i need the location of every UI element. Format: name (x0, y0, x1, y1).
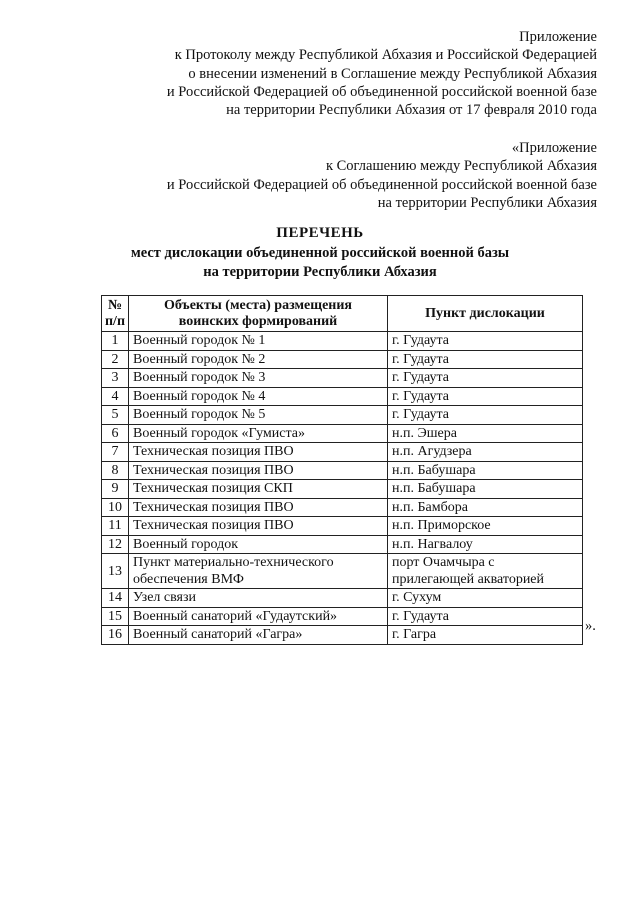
row-location: г. Сухум (388, 589, 583, 608)
inner-appendix-line: «Приложение (511, 140, 597, 156)
appendix-header (167, 28, 597, 119)
header-number: № п/п (102, 296, 129, 332)
row-location: порт Очамчыра с прилегающей акваторией (388, 554, 583, 589)
row-number: 11 (102, 517, 129, 536)
row-number: 13 (102, 554, 129, 589)
appendix-line: и Российской Федерацией об объединенной российской военной базе (166, 83, 597, 100)
row-location: н.п. Бабушара (388, 461, 583, 480)
row-object: Техническая позиция ПВО (129, 461, 388, 480)
row-number: 2 (102, 350, 129, 369)
row-object: Военный городок № 4 (129, 387, 388, 406)
row-location: г. Гудаута (388, 607, 583, 626)
document-title: ПЕРЕЧЕНЬ (276, 225, 364, 241)
appendix-line: Приложение (519, 29, 597, 45)
row-location: г. Гудаута (388, 332, 583, 351)
row-object: Узел связи (129, 589, 388, 608)
row-number: 4 (102, 387, 129, 406)
row-number: 16 (102, 626, 129, 645)
row-object: Техническая позиция СКП (129, 480, 388, 499)
row-number: 10 (102, 498, 129, 517)
appendix-line: на территории Республики Абхазия от 17 февраля 2010 года (226, 102, 597, 119)
row-number: 12 (102, 535, 129, 554)
row-location: н.п. Приморское (388, 517, 583, 536)
appendix-line: к Протоколу между Республикой Абхазия и Российской Федерацией (174, 47, 597, 64)
row-location: н.п. Агудзера (388, 443, 583, 462)
closing-quote-mark: ». (585, 618, 596, 634)
table-row (102, 535, 583, 554)
row-location: г. Гудаута (388, 387, 583, 406)
table-row (102, 443, 583, 462)
table-row (102, 480, 583, 499)
inner-appendix-header (167, 139, 597, 212)
table-row (102, 387, 583, 406)
document-subtitle (0, 244, 640, 281)
row-location: н.п. Нагвалоу (388, 535, 583, 554)
table-row (102, 369, 583, 388)
table-row (102, 517, 583, 536)
inner-appendix-line: к Соглашению между Республикой Абхазия (325, 158, 597, 175)
table-row (102, 626, 583, 645)
row-number: 6 (102, 424, 129, 443)
row-number: 8 (102, 461, 129, 480)
row-location: г. Гудаута (388, 406, 583, 425)
appendix-line: о внесении изменений в Соглашение между Республикой Абхазия (188, 65, 597, 82)
table-row (102, 498, 583, 517)
row-location: н.п. Бамбора (388, 498, 583, 517)
table-row (102, 350, 583, 369)
row-object: Военный городок № 5 (129, 406, 388, 425)
table-header-row (102, 296, 583, 332)
row-number: 5 (102, 406, 129, 425)
row-number: 14 (102, 589, 129, 608)
row-object: Техническая позиция ПВО (129, 498, 388, 517)
table-row (102, 554, 583, 589)
row-number: 9 (102, 480, 129, 499)
row-object: Военный санаторий «Гудаутский» (129, 607, 388, 626)
row-object: Техническая позиция ПВО (129, 443, 388, 462)
subtitle-line: мест дислокации объединенной российской военной базы (130, 245, 510, 261)
row-object: Военный городок «Гумиста» (129, 424, 388, 443)
locations-table (101, 295, 583, 645)
row-number: 3 (102, 369, 129, 388)
table-row (102, 461, 583, 480)
row-location: г. Гагра (388, 626, 583, 645)
row-number: 15 (102, 607, 129, 626)
header-location: Пункт дислокации (388, 296, 583, 332)
row-number: 1 (102, 332, 129, 351)
table-row (102, 332, 583, 351)
row-object: Техническая позиция ПВО (129, 517, 388, 536)
inner-appendix-line: и Российской Федерацией об объединенной российской военной базе (166, 176, 597, 193)
table-row (102, 589, 583, 608)
row-location: г. Гудаута (388, 369, 583, 388)
row-object: Военный городок № 3 (129, 369, 388, 388)
row-object: Военный городок (129, 535, 388, 554)
table-row (102, 607, 583, 626)
row-object: Военный городок № 1 (129, 332, 388, 351)
header-object: Объекты (места) размещения воинских формирований (129, 296, 388, 332)
table-row (102, 424, 583, 443)
table-row (102, 406, 583, 425)
row-object: Военный городок № 2 (129, 350, 388, 369)
row-number: 7 (102, 443, 129, 462)
row-location: н.п. Бабушара (388, 480, 583, 499)
row-location: н.п. Эшера (388, 424, 583, 443)
row-location: г. Гудаута (388, 350, 583, 369)
row-object: Военный санаторий «Гагра» (129, 626, 388, 645)
row-object: Пункт материально-технического обеспечения ВМФ (129, 554, 388, 589)
inner-appendix-line: на территории Республики Абхазия (377, 194, 597, 211)
subtitle-line: на территории Республики Абхазия (203, 263, 437, 280)
